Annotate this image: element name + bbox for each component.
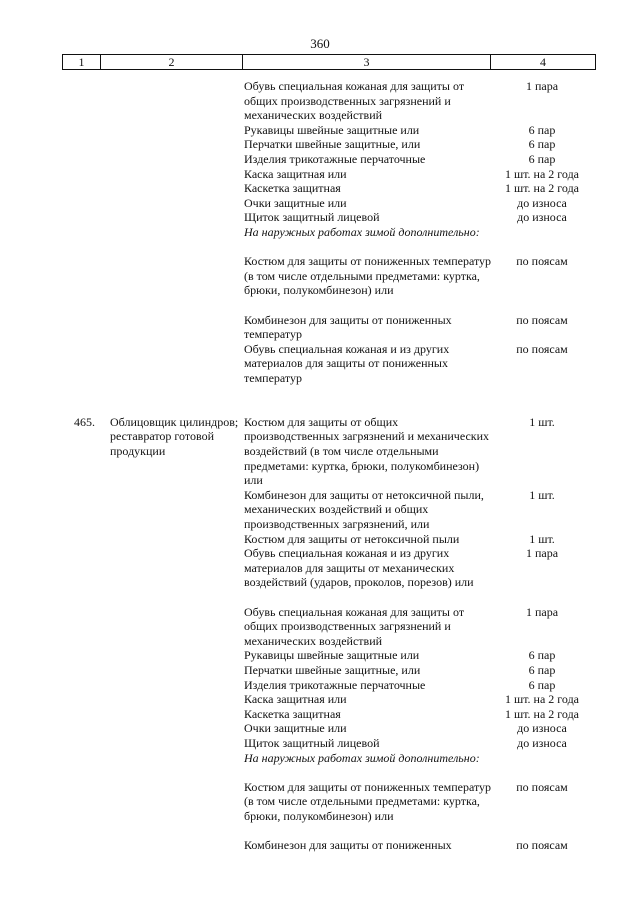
equipment-name: На наружных работах зимой дополнительно: <box>244 225 480 239</box>
equipment-name: Очки защитные или <box>244 195 347 210</box>
table-row <box>0 707 640 722</box>
equipment-name: Каскетка защитная <box>244 181 341 196</box>
equipment-name: Изделия трикотажные перчаточные <box>244 152 426 166</box>
equipment-name: Костюм для защиты от пониженных температур (в том числе отдельными предметами: куртка, брюки, полукомбинезон) или <box>244 779 492 823</box>
profession-name: Облицовщик цилиндров; реставратор готовой продукции <box>110 414 239 458</box>
table-row <box>0 721 640 736</box>
issue-norm: до износа <box>517 736 567 750</box>
issue-norm: 1 шт. <box>529 487 555 502</box>
table-row <box>0 780 640 838</box>
issue-norm: 1 шт. на 2 года <box>504 181 580 196</box>
item-number: 465. <box>74 414 95 429</box>
table-row <box>0 605 640 649</box>
equipment-name: Рукавицы швейные защитные или <box>244 122 420 137</box>
issue-norm: по поясам <box>516 779 568 794</box>
equipment-name: На наружных работах зимой дополнительно: <box>244 750 480 765</box>
table-row <box>0 415 640 488</box>
equipment-name: Обувь специальная кожаная для защиты от общих производственных загрязнений и механических воздействий <box>244 604 465 648</box>
issue-norm: до износа <box>517 721 567 736</box>
table-row <box>0 152 640 167</box>
equipment-name: Каска защитная или <box>244 692 347 707</box>
issue-norm: 6 пар <box>528 152 556 166</box>
table-row <box>0 546 640 604</box>
equipment-name: Рукавицы швейные защитные или <box>244 648 420 663</box>
equipment-name: Костюм для защиты от нетоксичной пыли <box>244 531 460 546</box>
issue-norm: 1 шт. на 2 года <box>504 692 580 707</box>
equipment-name: Комбинезон для защиты от пониженных температур <box>244 312 452 342</box>
equipment-name: Комбинезон для защиты от пониженных <box>244 838 452 853</box>
table-header <box>62 54 596 70</box>
table-row <box>0 663 640 678</box>
issue-norm: по поясам <box>516 838 568 853</box>
page-number: 360 <box>310 36 330 51</box>
table-row <box>0 692 640 707</box>
issue-norm: 6 пар <box>528 122 556 137</box>
equipment-name: Каскетка защитная <box>244 706 341 721</box>
issue-norm: 1 шт. <box>529 414 555 429</box>
issue-norm: по поясам <box>516 312 568 327</box>
issue-norm: 1 пара <box>525 79 559 93</box>
table-row <box>0 210 640 225</box>
issue-norm: 1 шт. на 2 года <box>504 706 580 721</box>
equipment-name: Перчатки швейные защитные, или <box>244 663 421 677</box>
equipment-name: Костюм для защиты от общих производственных загрязнений и механических воздействий (в том числе отдельными предметами: куртка, брюки, полукомбинезон) или <box>244 414 490 488</box>
table-row <box>0 678 640 693</box>
equipment-name: Щиток защитный лицевой <box>244 210 380 225</box>
equipment-name: Комбинезон для защиты от нетоксичной пыли, механических воздействий и общих производственных загрязнений, или <box>244 487 484 531</box>
issue-norm: 6 пар <box>528 663 556 677</box>
table-row <box>0 254 640 312</box>
equipment-name: Перчатки швейные защитные, или <box>244 137 421 152</box>
issue-norm: 1 шт. на 2 года <box>504 166 580 181</box>
table-row <box>0 123 640 138</box>
table-row <box>0 181 640 196</box>
issue-norm: 6 пар <box>528 137 556 152</box>
issue-norm: 1 пара <box>525 546 559 561</box>
equipment-name: Очки защитные или <box>244 721 347 736</box>
header-col-3: 3 <box>243 55 491 69</box>
table-row <box>0 137 640 152</box>
table-row <box>0 225 640 254</box>
issue-norm: 6 пар <box>528 677 556 692</box>
table-row <box>0 736 640 751</box>
equipment-name: Обувь специальная кожаная и из других материалов для защиты от пониженных температур <box>244 341 450 385</box>
table-row <box>0 167 640 182</box>
header-col-2: 2 <box>101 55 243 69</box>
table-row <box>0 488 640 532</box>
table-row <box>0 79 640 123</box>
equipment-name: Щиток защитный лицевой <box>244 736 380 750</box>
equipment-name: Изделия трикотажные перчаточные <box>244 677 426 692</box>
table-row <box>0 196 640 211</box>
issue-norm: 6 пар <box>528 648 556 663</box>
table-row <box>0 648 640 663</box>
table-row <box>0 342 640 386</box>
issue-norm: до износа <box>517 195 567 210</box>
table-row <box>0 838 640 853</box>
equipment-name: Костюм для защиты от пониженных температур (в том числе отдельными предметами: куртка, брюки, полукомбинезон) или <box>244 254 492 298</box>
equipment-name: Обувь специальная кожаная и из других материалов для защиты от механических воздействий (ударов, проколов, порезов) или <box>244 546 474 590</box>
table-row <box>0 313 640 342</box>
issue-norm: 1 шт. <box>529 531 555 546</box>
equipment-name: Каска защитная или <box>244 166 347 181</box>
equipment-name: Обувь специальная кожаная для защиты от общих производственных загрязнений и механических воздействий <box>244 79 465 123</box>
issue-norm: 1 пара <box>525 604 559 619</box>
issue-norm: до износа <box>517 210 567 225</box>
header-col-4: 4 <box>540 55 546 69</box>
issue-norm: по поясам <box>516 341 568 356</box>
table-row <box>0 532 640 547</box>
header-col-1: 1 <box>63 55 101 69</box>
table-row <box>0 751 640 780</box>
issue-norm: по поясам <box>516 254 568 269</box>
